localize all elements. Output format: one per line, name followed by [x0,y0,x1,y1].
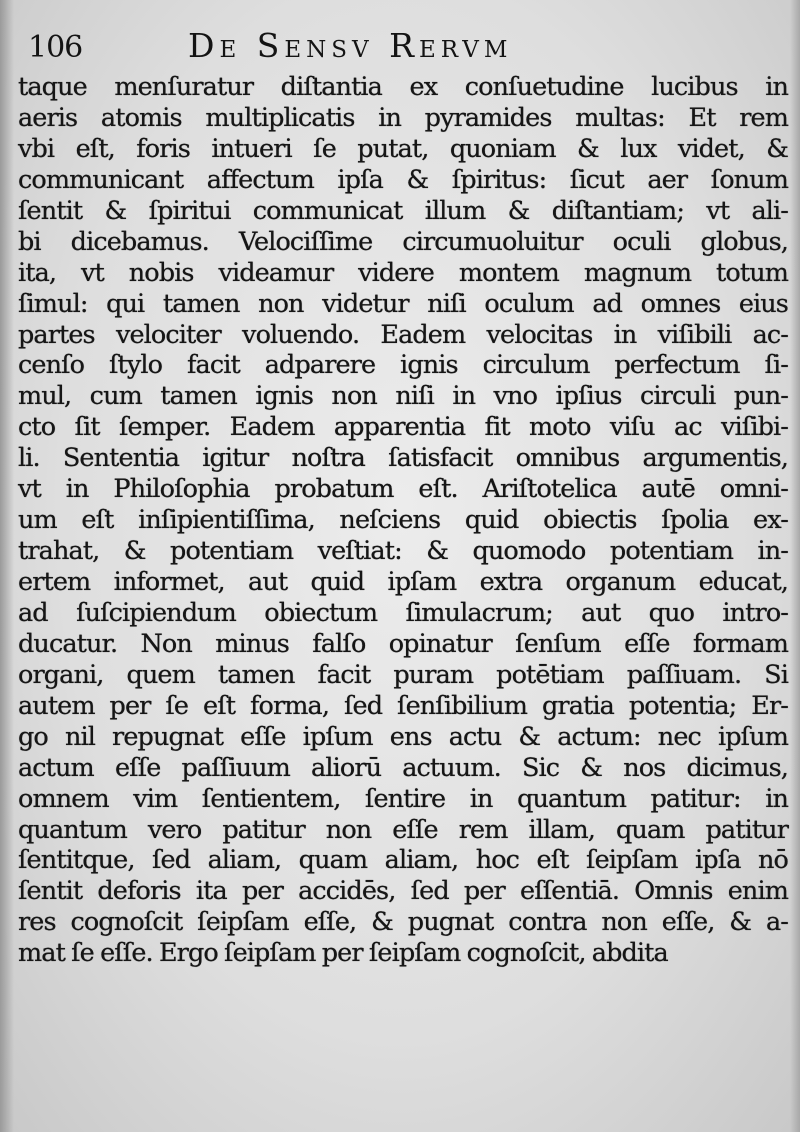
text-line: go nil repugnat eſſe ipſum ens actu & actum: nec ipſum [18,721,788,752]
text-line: quantum vero patitur non eſſe rem illam, quam patitur [18,814,788,845]
body-text [18,72,788,969]
text-line: ertem informet, aut quid ipſam extra organum educat, [18,567,788,597]
text-line: cto ſit ſemper. Eadem apparentia fit moto viſu ac viſibi- [18,412,788,443]
text-line: mat ſe eſſe. Ergo ſeipſam per ſeipſam cognoſcit, abdita [18,938,668,969]
text-line: trahat, & potentiam veſtiat: & quomodo potentiam in- [18,536,788,567]
running-head: De Sensv Rervm [188,26,513,65]
text-line: ſentit deforis ita per accidēs, ſed per eſſentiā. Omnis enim [18,876,788,907]
page-number: 106 [28,30,83,65]
text-line: aeris atomis multiplicatis in pyramides multas: Et rem [18,102,788,133]
text-line: organi, quem tamen facit puram potētiam paſſiuam. Si [18,659,788,690]
text-line: li. Sententia igitur noſtra ſatisfacit omnibus argumentis, [18,443,788,474]
text-line: communicant affectum ipſa & ſpiritus: ſicut aer ſonum [18,164,788,195]
text-line: partes velociter voluendo. Eadem velocitas in viſibili ac- [18,319,788,350]
text-line: ducatur. Non minus falſo opinatur ſenſum eſſe formam [18,628,788,659]
text-line: mul, cum tamen ignis non niſi in vno ipſius circuli pun- [18,381,788,412]
text-line: res cognoſcit ſeipſam eſſe, & pugnat contra non eſſe, & a- [18,907,788,938]
text-line: cenſo ſtylo facit adparere ignis circulum perfectum ſi- [18,350,788,381]
text-line: ita, vt nobis videamur videre montem magnum totum [18,257,788,288]
text-line: bi dicebamus. Velociſſime circumuoluitur oculi globus, [18,226,788,257]
text-line: taque menſuratur diſtantia ex conſuetudine lucibus in [18,72,788,102]
text-line: vt in Philoſophia probatum eſt. Ariſtotelica autē omni- [18,474,788,505]
text-line: ſimul: qui tamen non videtur niſi oculum ad omnes eius [18,288,788,319]
page-header [28,26,638,72]
text-line: ad ſuſcipiendum obiectum ſimulacrum; aut quo intro- [18,597,788,628]
text-line: actum eſſe paſſiuum aliorū actuum. Sic & nos dicimus, [18,752,788,783]
text-line: ſentit & ſpiritui communicat illum & diſtantiam; vt ali- [18,195,788,226]
text-line: omnem vim ſentientem, ſentire in quantum patitur: in [18,783,788,814]
text-line: vbi eſt, foris intueri ſe putat, quoniam & lux videt, & [18,133,788,164]
text-line: ſentitque, ſed aliam, quam aliam, hoc eſt ſeipſam ipſa nō [18,845,788,876]
text-line: autem per ſe eſt forma, ſed ſenſibilium gratia potentia; Er- [18,690,788,721]
text-line: um eſt inſipientiſſima, neſciens quid obiectis ſpolia ex- [18,505,788,536]
